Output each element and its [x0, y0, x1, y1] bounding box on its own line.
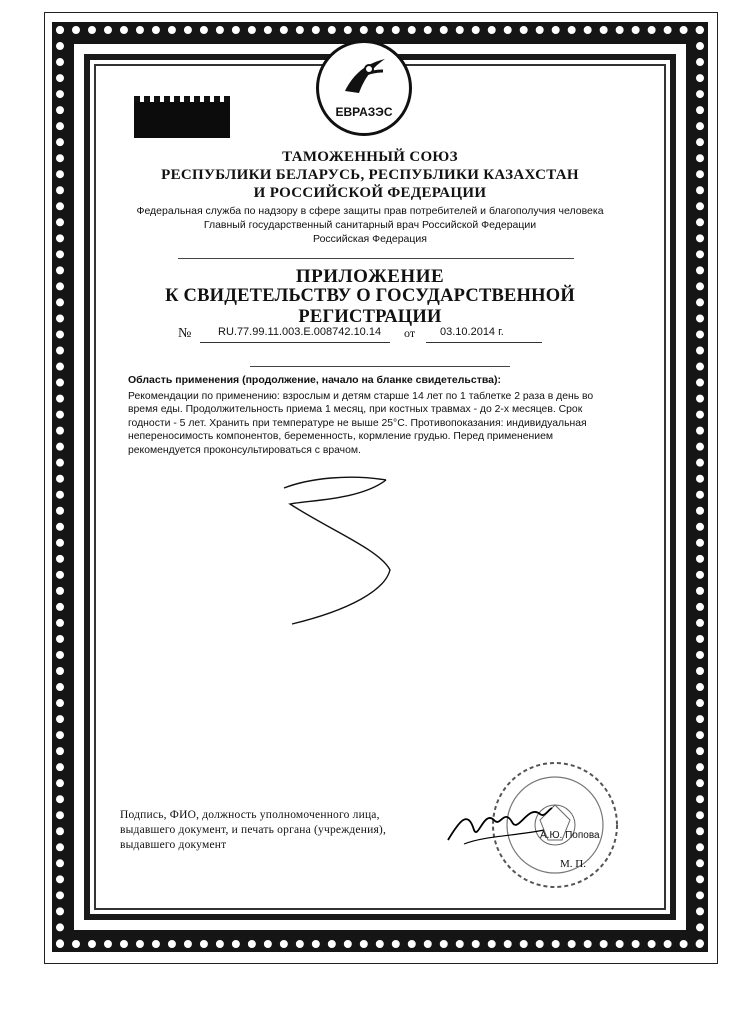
- country-name: Российская Федерация: [313, 233, 427, 245]
- hologram-strip: [134, 100, 230, 138]
- reg-number-underline: [200, 342, 390, 343]
- scope-text: Рекомендации по применению: взрослым и детям старше 14 лет по 1 таблетке 2 раза в день во время еды. Продолжительность приема 1 месяц, при костных травмах - до 2-х месяцев. Срок годности - 5 лет. Хранить при температуре не выше 25°С. Противопоказания: индивидуальная непереносимость компонентов, беременность, кормление грудью. Перед применением рекомендуется проконсультироваться с врачом.: [128, 390, 594, 456]
- certificate-title: К СВИДЕТЕЛЬСТВУ О ГОСУДАРСТВЕННОЙ РЕГИСТРАЦИИ: [165, 286, 575, 327]
- union-title: ТАМОЖЕННЫЙ СОЮЗ: [282, 149, 458, 165]
- header-divider: [178, 258, 574, 259]
- signature-caption: Подпись, ФИО, должность уполномоченного лица, выдавшего документ, и печать органа (учреждения), выдавшего документ: [120, 809, 387, 851]
- z-cancel-mark: [270, 470, 400, 630]
- signer-name: А.Ю. Попова: [540, 830, 600, 841]
- federation-title: И РОССИЙСКОЙ ФЕДЕРАЦИИ: [253, 185, 487, 201]
- reg-number-label: №: [178, 326, 192, 341]
- scope-section: [128, 374, 616, 457]
- republics-title: РЕСПУБЛИКИ БЕЛАРУСЬ, РЕСПУБЛИКИ КАЗАХСТАН: [161, 167, 579, 183]
- stamp-mark: М. П.: [560, 858, 586, 870]
- agency-name: Федеральная служба по надзору в сфере защиты прав потребителей и благополучия человека: [136, 205, 604, 217]
- eurasec-logo-icon: [339, 53, 391, 99]
- reg-date-underline: [426, 342, 542, 343]
- reg-date-label: от: [404, 326, 416, 340]
- header-union: [120, 148, 620, 246]
- officer-title: Главный государственный санитарный врач Российской Федерации: [203, 219, 537, 231]
- reg-number: RU.77.99.11.003.E.008742.10.14: [218, 326, 382, 338]
- reg-date: 03.10.2014 г.: [440, 326, 504, 338]
- reg-divider: [250, 366, 510, 367]
- handwritten-signature: [444, 800, 554, 850]
- emblem-label: ЕВРАЗЭС: [335, 105, 393, 119]
- appendix-title: ПРИЛОЖЕНИЕ: [295, 266, 445, 287]
- scope-title: Область применения (продолжение, начало на бланке свидетельства):: [128, 374, 501, 386]
- eurasec-emblem: [316, 40, 412, 136]
